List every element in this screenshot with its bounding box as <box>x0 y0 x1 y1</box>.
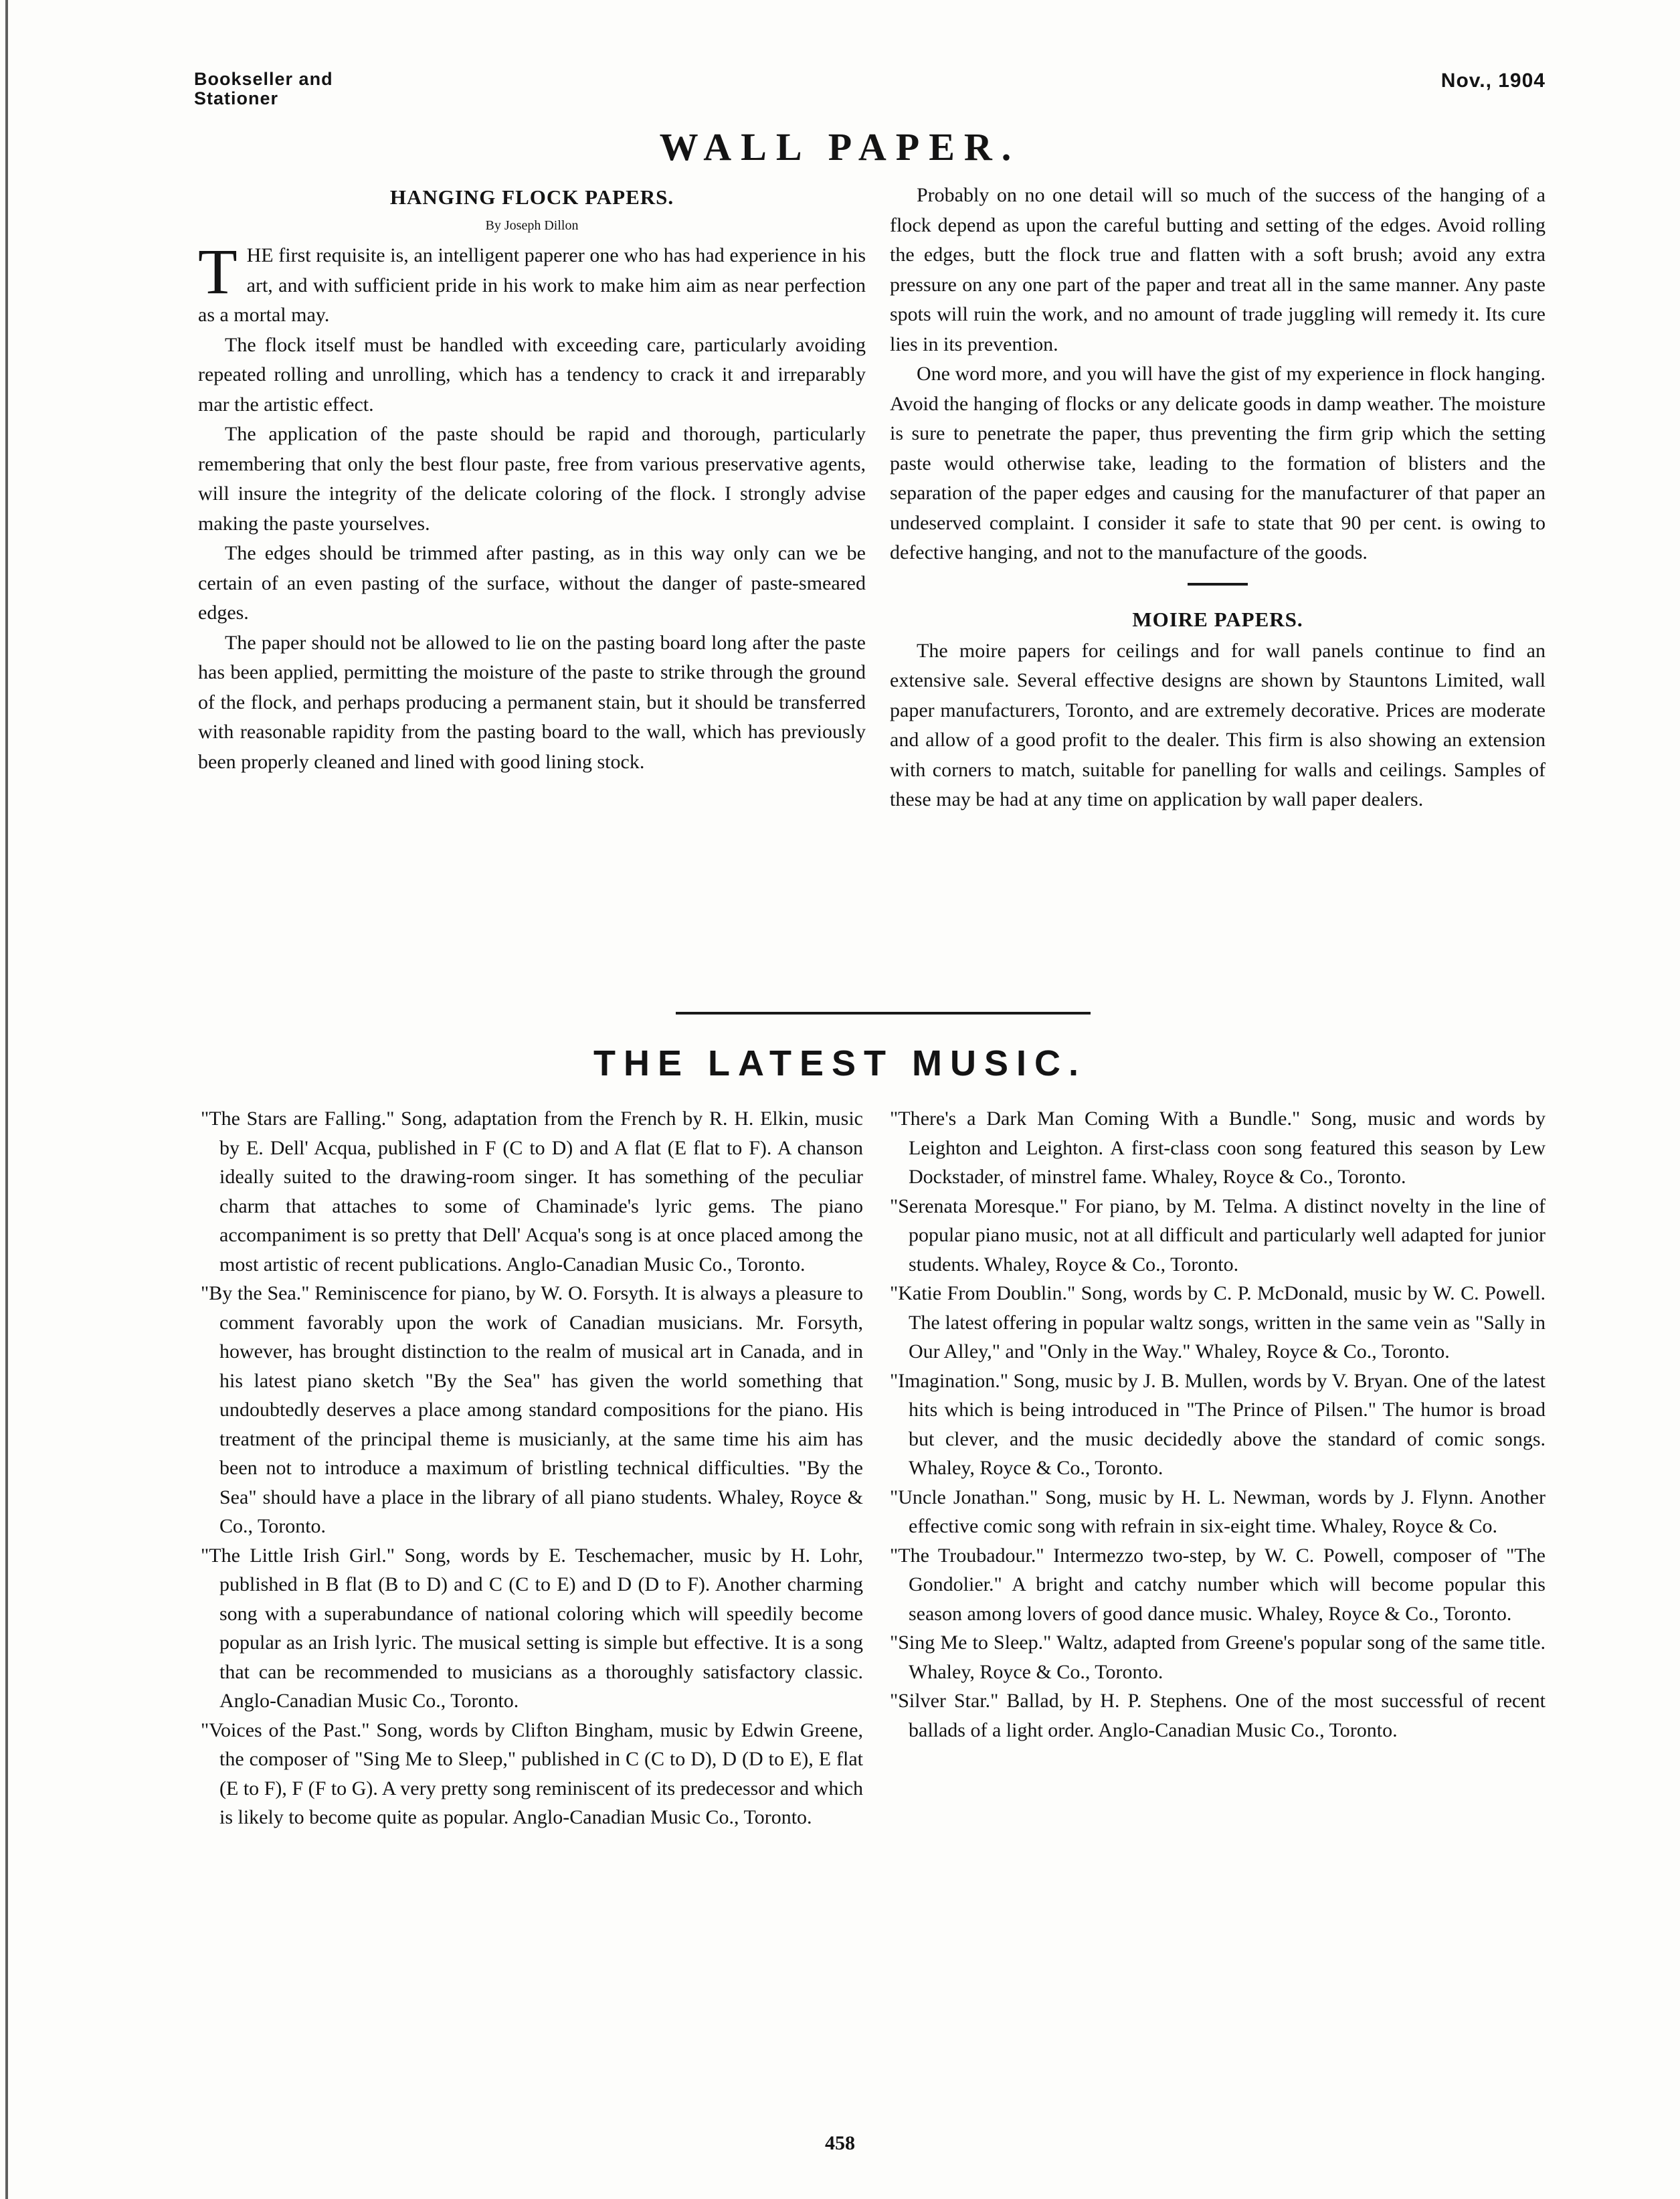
moire-heading: MOIRE PAPERS. <box>1132 607 1303 631</box>
music-item: "Silver Star." Ballad, by H. P. Stephens. One of the most successful of recent ballads of a light order. Anglo-Canadian Music Co., Toronto. <box>890 1690 1546 1741</box>
flock-paragraph-2: The flock itself must be handled with exceeding care, particularly avoiding repeated rolling and unrolling, which has a tendency to crack it and irreparably mar the artistic effect. <box>198 333 866 416</box>
music-item: "Voices of the Past." Song, words by Clifton Bingham, music by Edwin Greene, the composer of "Sing Me to Sleep," published in C (C to D), D (D to E), E flat (E to F), F (F to G). A very pretty song reminiscent of its predecessor and which is likely to become quite as popular. Anglo-Canadian Music Co., Toronto. <box>201 1719 863 1828</box>
music-item: "Sing Me to Sleep." Waltz, adapted from Greene's popular song of the same title. Whaley, Royce & Co., Toronto. <box>890 1632 1546 1683</box>
flock-paragraph-1 <box>198 236 866 331</box>
flock-paragraph-3: The application of the paste should be rapid and thorough, particularly remembering that only the best flour paste, free from various preservative agents, will insure the integrity of the delicate coloring of the flock. I strongly advise making the paste yourselves. <box>198 423 866 535</box>
flock-column-right <box>890 181 1546 815</box>
music-item: "The Little Irish Girl." Song, words by E. Teschemacher, music by H. Lohr, published in B flat (B to D) and C (C to E) and D (D to F). Another charming song with a superabundance of national coloring which will speedily become popular as an Irish lyric. The musical setting is simple but effective. It is a song that can be recommended to musicians as a thoroughly satisfactory classic. Anglo-Canadian Music Co., Toronto. <box>201 1544 863 1712</box>
music-item: "There's a Dark Man Coming With a Bundle." Song, music and words by Leighton and Leighton. A first-class coon song featured this season by Lew Dockstader, of minstrel fame. Whaley, Royce & Co., Toronto. <box>890 1108 1546 1188</box>
article-divider <box>676 1012 1091 1015</box>
masthead-date: Nov., 1904 <box>1440 70 1546 92</box>
moire-paragraph: The moire papers for ceilings and for wall panels continue to find an extensive sale. Several effective designs are shown by Stauntons Limited, wall paper manufacturers, Toronto, and are extremely decorative. Prices are moderate and allow of a good profit to the dealer. This firm is also showing an extension with corners to match, suitable for panelling for walls and ceilings. Samples of these may be had at any time on application by wall paper dealers. <box>890 639 1546 810</box>
flock-byline: By Joseph Dillon <box>485 218 579 233</box>
music-item: "The Stars are Falling." Song, adaptation from the French by R. H. Elkin, music by E. Dell' Acqua, published in F (C to D) and A flat (E flat to F). A chanson ideally suited to the drawing-room singer. It has something of the peculiar charm that attaches to some of Chaminade's lyric gems. The piano accompaniment is so pretty that Dell' Acqua's song is at once placed among the most artistic of recent publications. Anglo-Canadian Music Co., Toronto. <box>201 1108 863 1276</box>
flock-heading: HANGING FLOCK PAPERS. <box>389 185 674 209</box>
flock-paragraph-5: The paper should not be allowed to lie on the pasting board long after the paste has been applied, permitting the moisture of the paste to strike through the ground of the flock, and perhaps producing a permanent stain, but it should be transferred with reasonable rapidity from the pasting board to the wall, which has previously been properly cleaned and lined with good lining stock. <box>198 631 866 773</box>
publication-line-2: Stationer <box>194 88 279 108</box>
masthead-publication <box>194 70 475 108</box>
music-column-right <box>890 1104 1546 1745</box>
flock-paragraph-1-text: HE first requisite is, an intelligent paperer one who has had experience in his art, and with sufficient pride in his work to make him aim as near perfection as a mortal may. <box>198 244 866 326</box>
flock-paragraph-7: One word more, and you will have the gist of my experience in flock hanging. Avoid the hanging of flocks or any delicate goods in damp weather. The moisture is sure to penetrate the paper, thus preventing the firm grip which the setting paste would otherwise take, leading to the formation of blisters and the separation of the paper edges and causing for the manufacturer of that paper an undeserved complaint. I consider it safe to state that 90 per cent. is owing to defective hanging, and not to the manufacture of the goods. <box>890 363 1546 563</box>
section-divider <box>1188 583 1248 586</box>
wall-paper-title: WALL PAPER. <box>659 125 1021 169</box>
flock-paragraph-6: Probably on no one detail will so much of the success of the hanging of a flock depend as upon the careful butting and setting of the edges. Avoid rolling the edges, butt the flock true and flatten with a soft brush; avoid any extra pressure on any one part of the paper and treat all in the same manner. Any paste spots will ruin the work, and no amount of trade juggling will remedy it. Its cure lies in its prevention. <box>890 184 1546 355</box>
music-item: "By the Sea." Reminiscence for piano, by W. O. Forsyth. It is always a pleasure to comment favorably upon the work of Canadian musicians. Mr. Forsyth, however, has brought distinction to the realm of musical art in Canada, and in his latest piano sketch "By the Sea" has given the world something that undoubtedly deserves a place among standard compositions for the piano. His treatment of the principal theme is musicianly, at the same time his aim has been not to introduce a maximum of bristling technical difficulties. "By the Sea" should have a place in the library of all piano students. Whaley, Royce & Co., Toronto. <box>201 1282 863 1537</box>
music-item: "Serenata Moresque." For piano, by M. Telma. A distinct novelty in the line of popular piano music, not at all difficult and particularly well adapted for junior students. Whaley, Royce & Co., Toronto. <box>890 1195 1546 1276</box>
music-item: "Imagination." Song, music by J. B. Mullen, words by V. Bryan. One of the latest hits which is being introduced in "The Prince of Pilsen." The humor is broad but clever, and the music decidedly above the standard of comic songs. Whaley, Royce & Co., Toronto. <box>890 1369 1546 1479</box>
latest-music-title: THE LATEST MUSIC. <box>593 1043 1087 1083</box>
page-number: 458 <box>825 2132 855 2154</box>
music-item: "The Troubadour." Intermezzo two-step, by W. C. Powell, composer of "The Gondolier." A bright and catchy number which will become popular this season among lovers of good dance music. Whaley, Royce & Co., Toronto. <box>890 1544 1546 1625</box>
page-edge-line <box>5 0 8 2199</box>
music-item: "Uncle Jonathan." Song, music by H. L. Newman, words by J. Flynn. Another effective comic song with refrain in six-eight time. Whaley, Royce & Co. <box>890 1486 1546 1537</box>
music-item: "Katie From Doublin." Song, words by C. P. McDonald, music by W. C. Powell. The latest offering in popular waltz songs, written in the same vein as "Sally in Our Alley," and "Only in the Way." Whaley, Royce & Co., Toronto. <box>890 1282 1546 1362</box>
music-column-left <box>201 1104 863 1832</box>
flock-column-left <box>198 181 866 777</box>
flock-paragraph-4: The edges should be trimmed after pasting, as in this way only can we be certain of an even pasting of the surface, without the danger of paste-smeared edges. <box>198 542 866 624</box>
drop-cap: T <box>198 236 238 307</box>
publication-line-1: Bookseller and <box>194 69 333 89</box>
